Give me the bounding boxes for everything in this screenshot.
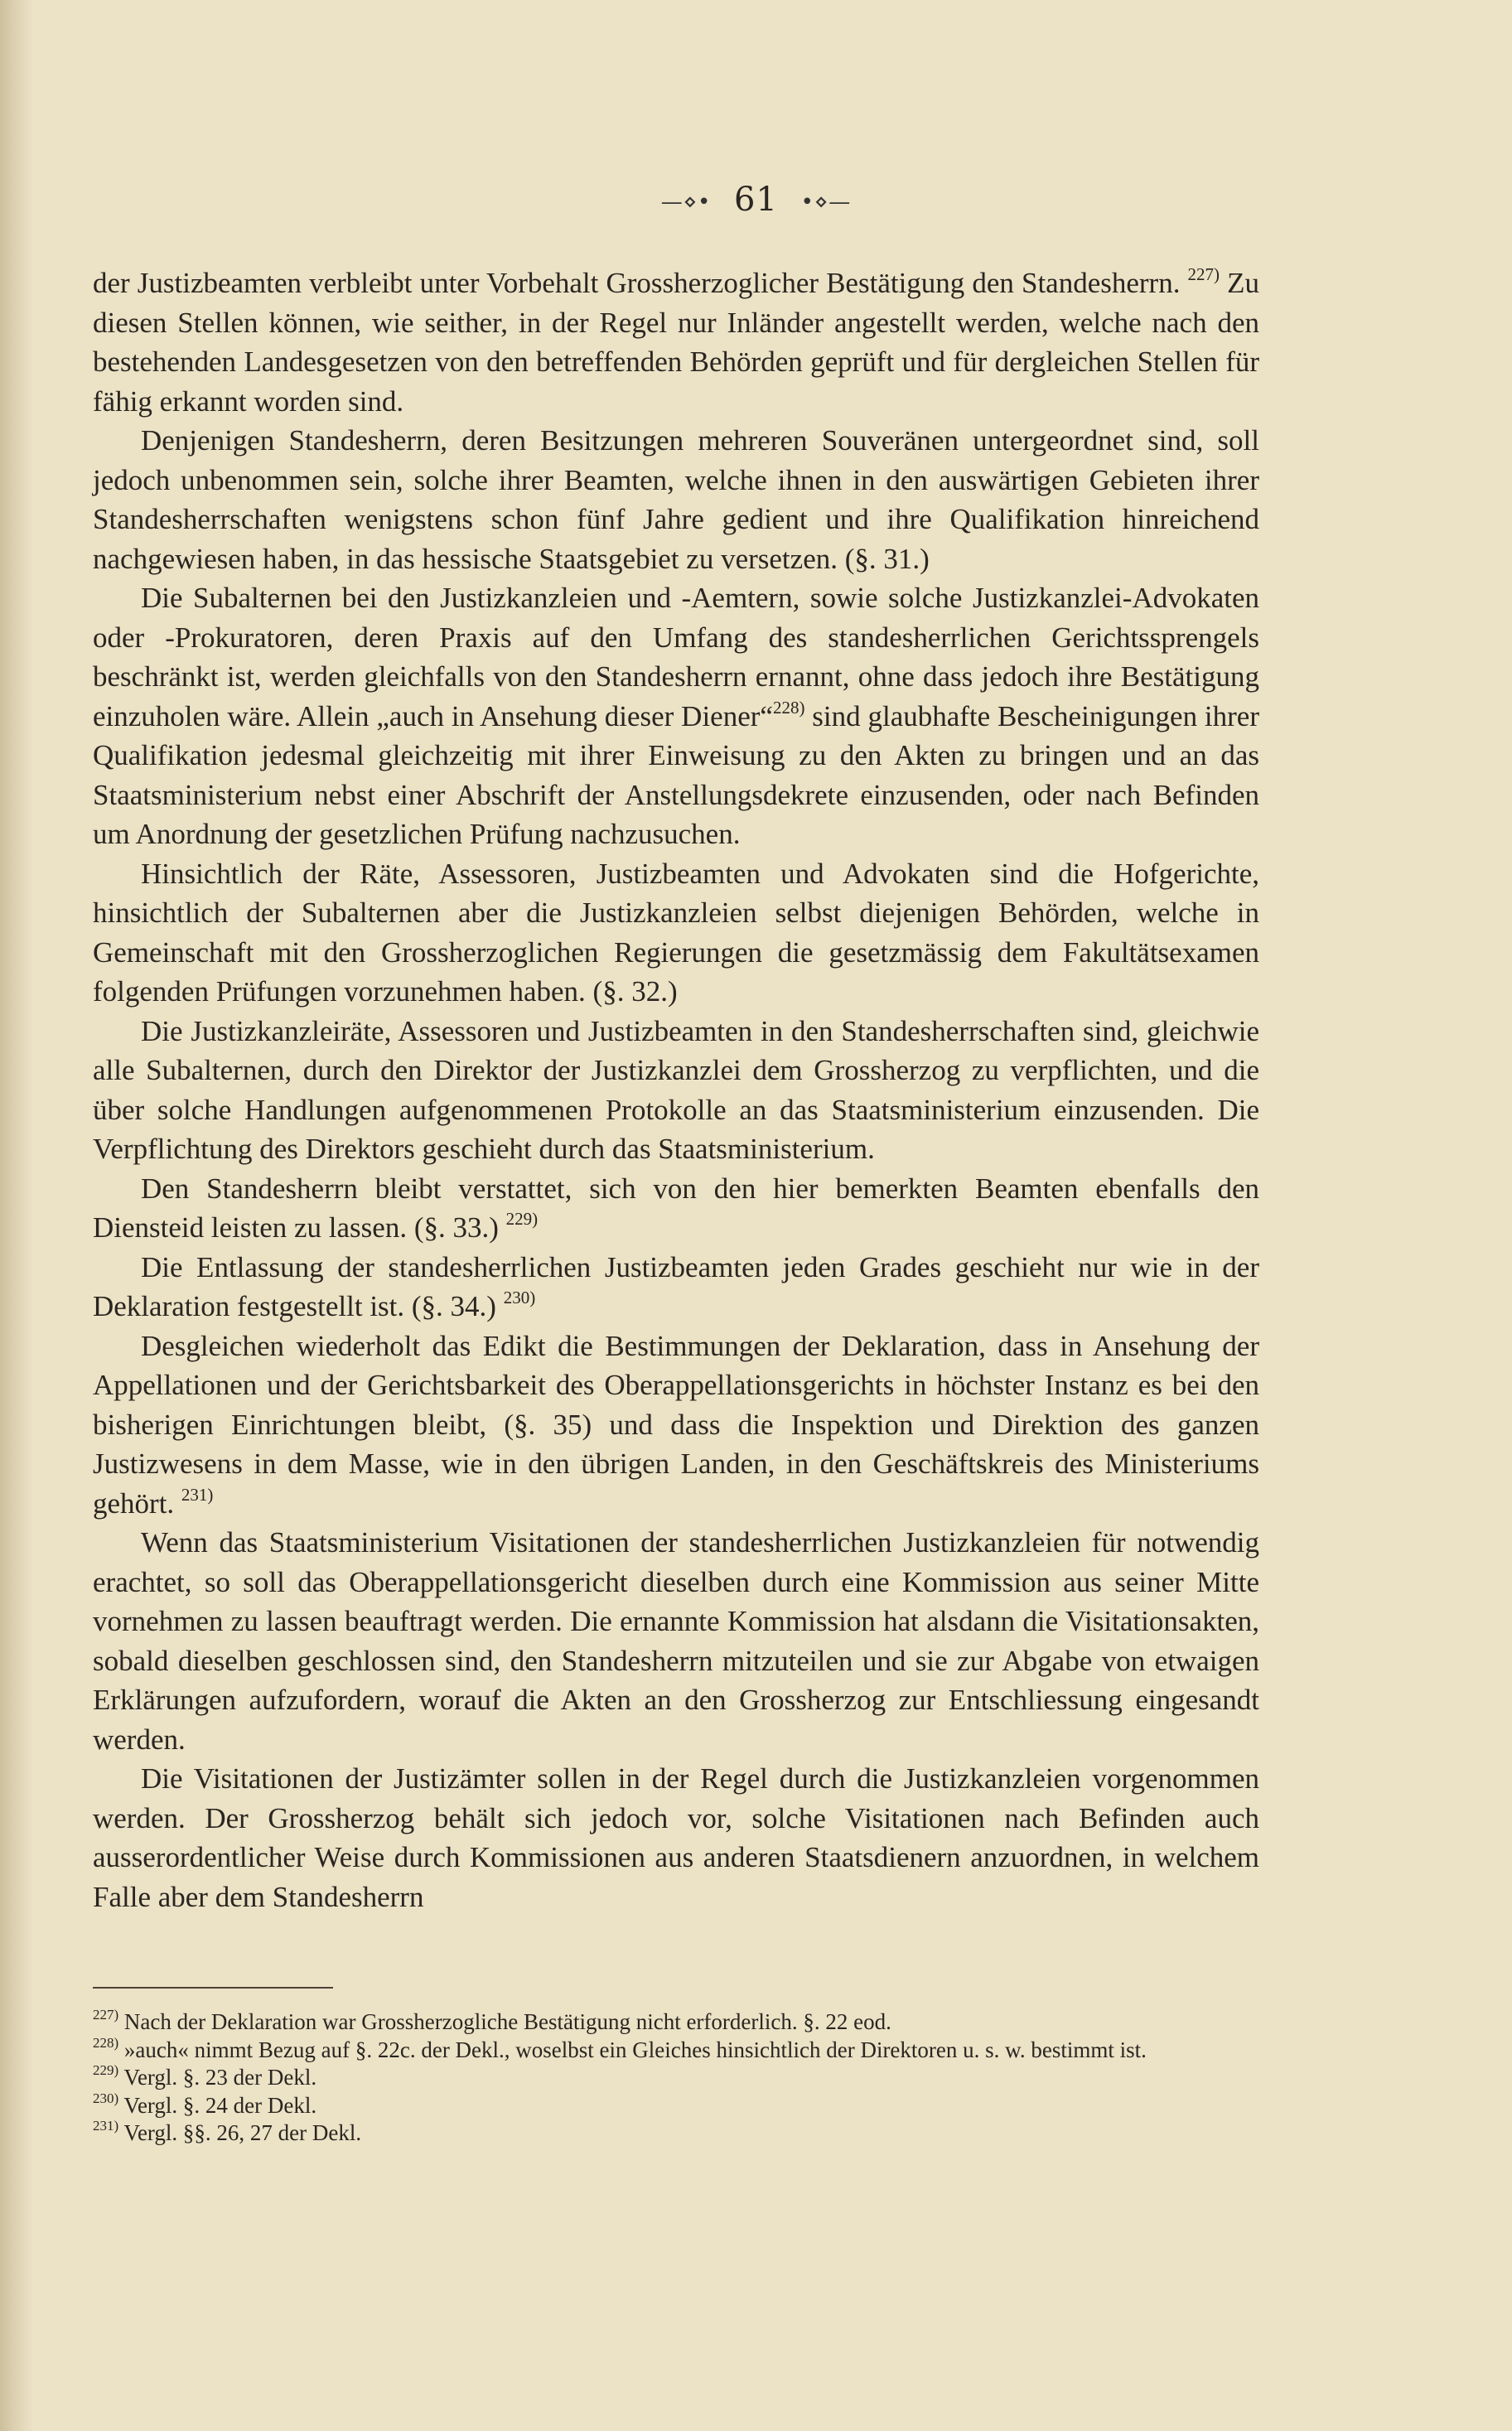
left-ornament: —⋄• <box>660 190 712 215</box>
paragraph-text: Zu diesen Stellen können, wie seither, in der Regel nur Inländer angestellt werden, welche nach den bestehenden Landesgesetzen von den betreffenden Behörden geprüft und für dergleichen Stellen für fähig erkannt worden sind. <box>93 267 1259 418</box>
footnote-ref[interactable]: 231) <box>181 1484 214 1505</box>
paragraph <box>93 1012 1259 1169</box>
footnote-text: Nach der Deklaration war Grossherzogliche Bestätigung nicht erforderlich. §. 22 eod. <box>123 2009 891 2034</box>
paragraph-text: Denjenigen Standesherrn, deren Besitzungen mehreren Souveränen untergeordnet sind, soll jedoch unbenommen sein, solche ihrer Beamten, welche ihnen in den auswärtigen Gebieten ihrer Standesherrschaften wenigstens schon fünf Jahre gedient und ihre Qualifikation hinreichend nachgewiesen haben, in das hessische Staatsgebiet zu versetzen. (§. 31.) <box>93 424 1259 575</box>
paragraph <box>93 1169 1259 1248</box>
footnote-text: Vergl. §. 24 der Dekl. <box>123 2092 317 2118</box>
footnote-rule <box>93 1987 333 1989</box>
footnote <box>93 2119 1259 2148</box>
paragraph-text: Desgleichen wiederholt das Edikt die Bestimmungen der Deklaration, dass in Ansehung der Appellationen und der Gerichtsbarkeit des Oberappellationsgerichts in höchster Instanz es bei den bisherigen Einrichtungen bleibt, (§. 35) und dass die Inspektion und Direktion des ganzen Justizwesens in dem Masse, wie in den übrigen Landen, in den Geschäftskreis des Ministeriums gehört. <box>93 1329 1259 1520</box>
right-ornament: •⋄— <box>800 190 852 215</box>
paragraph-text: Den Standesherrn bleibt verstattet, sich von den hier bemerkten Beamten ebenfalls den Diensteid leisten zu lassen. (§. 33.) <box>93 1172 1259 1244</box>
footnote <box>93 2008 1259 2037</box>
paragraph-text: Die Justizkanzleiräte, Assessoren und Justizbeamten in den Standesherrschaften sind, gleichwie alle Subalternen, durch den Direktor der Justizkanzlei dem Grossherzog zu verpflichten, und die über solche Handlungen aufgenommenen Protokolle an das Staatsministerium einzusenden. Die Verpflichtung des Direktors geschieht durch das Staatsministerium. <box>93 1014 1259 1165</box>
paragraph-text: sind glaubhafte Bescheinigungen ihrer Qualifikation jedesmal gleichzeitig mit ihrer Einweisung zu den Akten zu bringen und an das Staatsministerium nebst einer Abschrift der Anstellungsdekrete einzusenden, oder nach Befinden um Anordnung der gesetzlichen Prüfung nachzusuchen. <box>93 699 1259 850</box>
footnote <box>93 2034 1259 2065</box>
paragraph-text: Wenn das Staatsministerium Visitationen der standesherrlichen Justizkanzleien für notwendig erachtet, so soll das Oberappellationsgericht dieselben durch eine Kommission aus seiner Mitte vornehmen zu lassen beauftragt werden. Die ernannte Kommission hat alsdann die Visitationsakten, sobald dieselben geschlossen sind, den Standesherrn mitzuteilen und sie zur Abgabe von etwaigen Erklärungen aufzufordern, worauf die Akten an den Grossherzog zur Entschliessung eingesandt werden. <box>93 1526 1259 1756</box>
footnote-ref[interactable]: 228) <box>772 697 805 718</box>
paragraph <box>93 263 1259 421</box>
footnote-ref[interactable]: 230) <box>503 1288 536 1307</box>
paragraph <box>93 1248 1259 1327</box>
page-number: 61 <box>734 181 778 219</box>
footnote-text: »auch« nimmt Bezug auf §. 22c. der Dekl., woselbst ein Gleiches hinsichtlich der Direktoren u. s. w. bestimmt ist. <box>123 2037 1147 2062</box>
footnotes <box>93 2008 1259 2148</box>
paragraph-text: Die Visitationen der Justizämter sollen in der Regel durch die Justizkanzleien vorgenommen werden. Der Grossherzog behält sich jedoch vor, solche Visitationen nach Befinden auch ausserordentlicher Weise durch Kommissionen aus anderen Staatsdienern anzuordnen, in welchem Falle aber dem Standesherrn <box>93 1762 1259 1913</box>
footnote-number: 231) <box>93 2118 119 2134</box>
footnote <box>93 2064 1259 2092</box>
paragraph <box>93 421 1259 578</box>
footnote <box>93 2092 1259 2120</box>
footnote-text: Vergl. §§. 26, 27 der Dekl. <box>123 2120 362 2145</box>
paragraph <box>93 854 1259 1012</box>
paragraph-text: Hinsichtlich der Räte, Assessoren, Justizbeamten und Advokaten sind die Hofgerichte, hinsichtlich der Subalternen aber die Justizkanzleien selbst diejenigen Behörden, welche in Gemeinschaft mit den Grossherzoglichen Regierungen die gesetzmässig dem Fakultätsexamen folgenden Prüfungen vorzunehmen haben. (§. 32.) <box>93 857 1259 1008</box>
paragraph-text: der Justizbeamten verbleibt unter Vorbehalt Grossherzoglicher Bestätigung den Standesherrn. <box>93 267 1188 299</box>
paragraph <box>93 578 1259 854</box>
paragraph-text: Die Subalternen bei den Justizkanzleien und -Aemtern, sowie solche Justizkanzlei-Advokaten oder -Prokuratoren, deren Praxis auf den Umfang des standesherrlichen Gerichtssprengels beschränkt ist, werden gleichfalls von den Standesherrn ernannt, ohne dass jedoch ihre Bestätigung einzuholen wäre. Allein „auch in Ansehung dieser Diener“ <box>93 582 1259 732</box>
page-edge-shadow <box>0 0 33 2431</box>
footnote-number: 230) <box>93 2090 119 2106</box>
paragraph <box>93 1327 1259 1524</box>
paragraph <box>93 1523 1259 1759</box>
paragraph <box>93 1759 1259 1916</box>
paragraph-text: Die Entlassung der standesherrlichen Justizbeamten jeden Grades geschieht nur wie in der Deklaration festgestellt ist. (§. 34.) <box>93 1250 1259 1322</box>
footnote-number: 227) <box>93 2007 119 2023</box>
page-header <box>0 181 1512 219</box>
footnote-ref[interactable]: 229) <box>505 1209 539 1229</box>
footnote-number: 228) <box>93 2034 119 2051</box>
footnote-number: 229) <box>93 2062 119 2078</box>
body-text <box>93 263 1259 1916</box>
footnote-text: Vergl. §. 23 der Dekl. <box>123 2065 317 2090</box>
footnote-ref[interactable]: 227) <box>1187 264 1220 284</box>
